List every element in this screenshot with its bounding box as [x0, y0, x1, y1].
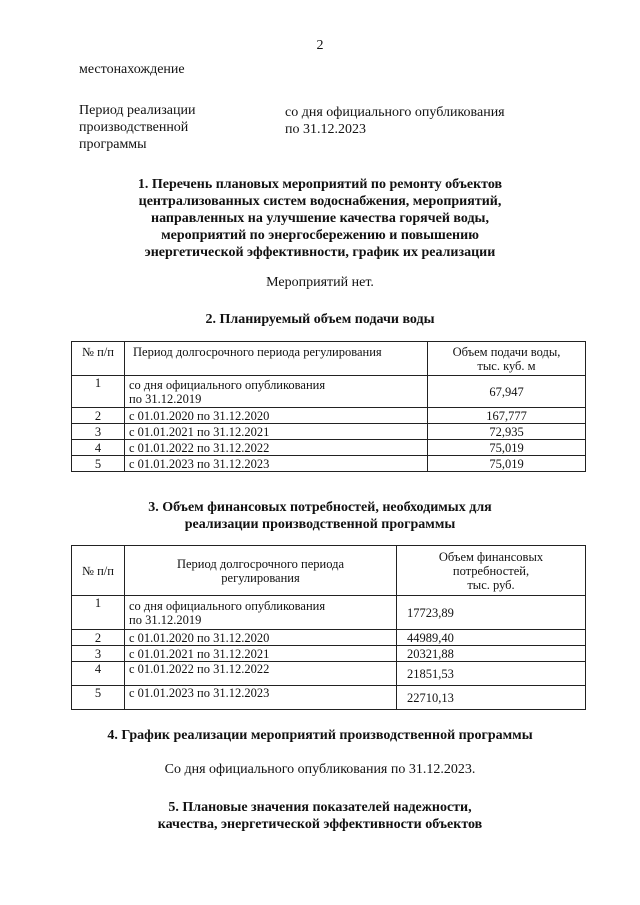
header-period-line: Период долгосрочного периода	[176, 556, 345, 571]
location-label: местонахождение	[79, 62, 185, 77]
section3-title	[0, 499, 640, 533]
row-value: 72,935	[428, 424, 586, 440]
period-label-line: программы	[79, 137, 147, 152]
row-num: 1	[72, 596, 125, 630]
row-period	[125, 376, 428, 408]
table-row	[72, 662, 586, 686]
table-row	[72, 408, 586, 424]
table-row	[72, 596, 586, 630]
row-value: 17723,89	[397, 596, 586, 630]
period-label-line: Период реализации	[79, 103, 196, 118]
header-value	[397, 546, 586, 596]
header-num: № п/п	[72, 546, 125, 596]
row-value: 20321,88	[397, 646, 586, 662]
section4-title: 4. График реализации мероприятий производственной программы	[107, 728, 533, 743]
period-value	[285, 104, 505, 138]
section1-title-line: мероприятий по энергосбережению и повышению	[161, 228, 479, 243]
page-number: 2	[316, 38, 324, 53]
table-row	[72, 686, 586, 710]
section1-text: Мероприятий нет.	[266, 275, 374, 290]
table-row	[72, 630, 586, 646]
table-row	[72, 646, 586, 662]
section3-title-line: реализации производственной программы	[184, 517, 456, 532]
table-header-row	[72, 342, 586, 376]
table-row	[72, 424, 586, 440]
water-volume-table	[71, 341, 586, 472]
header-period: Период долгосрочного периода регулирования	[125, 342, 428, 376]
row-value: 22710,13	[397, 686, 586, 710]
row-period-line: по 31.12.2019	[129, 391, 202, 406]
header-value-line: Объем подачи воды,	[452, 344, 561, 359]
row-num: 3	[72, 646, 125, 662]
table-header-row	[72, 546, 586, 596]
header-value-line: тыс. руб.	[467, 577, 515, 592]
header-value-line: потребностей,	[452, 563, 530, 578]
row-num: 4	[72, 662, 125, 686]
row-period: с 01.01.2020 по 31.12.2020	[125, 630, 397, 646]
section1-title-line: энергетической эффективности, график их реализации	[144, 245, 496, 260]
row-value: 44989,40	[397, 630, 586, 646]
table-row	[72, 456, 586, 472]
section2-title: 2. Планируемый объем подачи воды	[205, 312, 435, 327]
section1-title	[0, 176, 640, 261]
section1-title-line: централизованных систем водоснабжения, мероприятий,	[138, 194, 502, 209]
row-period-line: со дня официального опубликования	[129, 377, 326, 392]
header-num: № п/п	[72, 342, 125, 376]
row-period: с 01.01.2021 по 31.12.2021	[125, 424, 428, 440]
row-period: с 01.01.2022 по 31.12.2022	[125, 662, 397, 686]
row-num: 2	[72, 408, 125, 424]
row-num: 3	[72, 424, 125, 440]
row-num: 4	[72, 440, 125, 456]
section4-text: Со дня официального опубликования по 31.12.2023.	[164, 762, 476, 777]
financial-needs-table	[71, 545, 586, 710]
row-period	[125, 596, 397, 630]
table-row	[72, 440, 586, 456]
row-value: 67,947	[428, 376, 586, 408]
header-value-line: тыс. куб. м	[477, 358, 536, 373]
header-period	[125, 546, 397, 596]
table-row	[72, 376, 586, 408]
period-label-line: производственной	[79, 120, 189, 135]
period-value-line: по 31.12.2023	[285, 122, 366, 137]
period-label	[79, 102, 195, 153]
row-period: с 01.01.2022 по 31.12.2022	[125, 440, 428, 456]
section1-title-line: направленных на улучшение качества горячей воды,	[151, 211, 489, 226]
section3-title-line: 3. Объем финансовых потребностей, необходимых для	[148, 500, 492, 515]
row-period: с 01.01.2023 по 31.12.2023	[125, 456, 428, 472]
row-num: 2	[72, 630, 125, 646]
header-value	[428, 342, 586, 376]
period-value-line: со дня официального опубликования	[285, 105, 505, 120]
row-num: 5	[72, 686, 125, 710]
header-period-line: регулирования	[221, 570, 300, 585]
row-num: 5	[72, 456, 125, 472]
row-period: с 01.01.2023 по 31.12.2023	[125, 686, 397, 710]
header-value-line: Объем финансовых	[438, 549, 544, 564]
row-period: с 01.01.2020 по 31.12.2020	[125, 408, 428, 424]
row-value: 21851,53	[397, 662, 586, 686]
row-value: 167,777	[428, 408, 586, 424]
section5-title	[0, 799, 640, 833]
row-period-line: по 31.12.2019	[129, 612, 202, 627]
section5-title-line: качества, энергетической эффективности объектов	[157, 817, 483, 832]
section1-title-line: 1. Перечень плановых мероприятий по ремонту объектов	[137, 177, 503, 192]
section5-title-line: 5. Плановые значения показателей надежности,	[168, 800, 472, 815]
row-value: 75,019	[428, 440, 586, 456]
row-period-line: со дня официального опубликования	[129, 598, 326, 613]
row-period: с 01.01.2021 по 31.12.2021	[125, 646, 397, 662]
row-num: 1	[72, 376, 125, 408]
row-value: 75,019	[428, 456, 586, 472]
